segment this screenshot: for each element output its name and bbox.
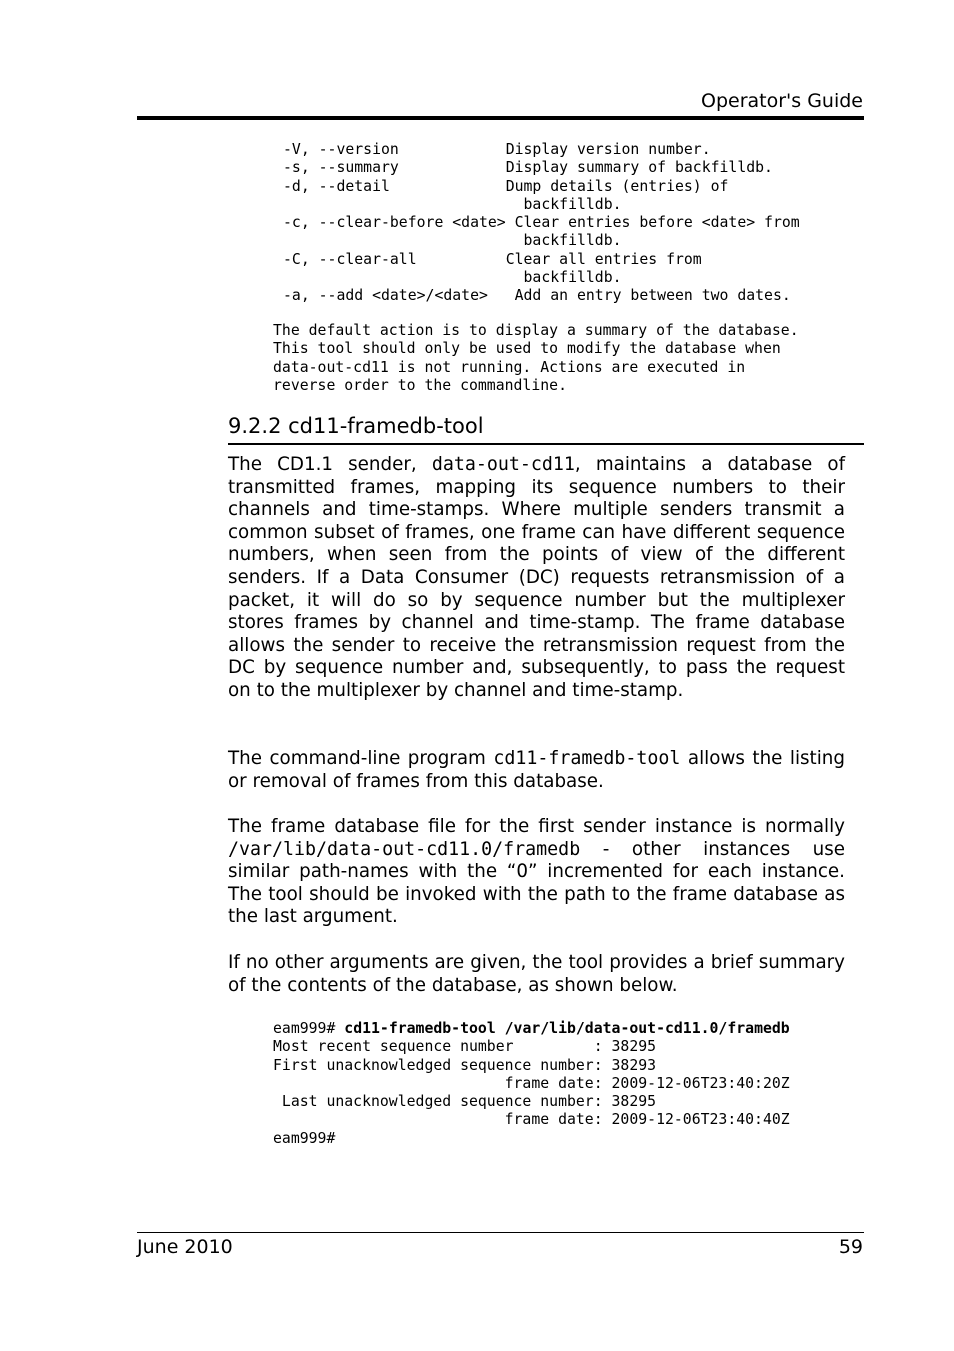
terminal-prompt: eam999#	[273, 1020, 345, 1037]
text-run: The frame database file for the first sender instance is normally	[228, 816, 845, 837]
terminal-example	[273, 1020, 790, 1148]
paragraph-database-file	[228, 816, 845, 929]
footer-rule	[137, 1232, 864, 1233]
page-number: 59	[838, 1236, 863, 1258]
paragraph-command-line-program	[228, 748, 845, 793]
paragraph-frame-database	[228, 454, 845, 703]
inline-code: /var/lib/data-out-cd11.0/framedb	[228, 838, 581, 860]
section-heading: 9.2.2 cd11-framedb-tool	[228, 414, 484, 438]
footer-date: June 2010	[137, 1236, 233, 1258]
text-run: allows the listing or removal of frames from this database.	[228, 748, 845, 792]
terminal-command: cd11-framedb-tool /var/lib/data-out-cd11.0/framedb	[344, 1020, 790, 1037]
terminal-output: Most recent sequence number : 38295 First unacknowledged sequence number: 38293 frame date: 2009-12-06T23:40:20Z Last unacknowledged sequence number: 38295 frame date: 2009-12-06T23:40:40Z eam999#	[273, 1038, 790, 1147]
inline-code: data-out-cd11	[431, 454, 575, 475]
page-header-title: Operator's Guide	[700, 90, 863, 112]
inline-code: cd11-framedb-tool	[493, 748, 681, 769]
section-rule	[228, 443, 864, 445]
text-run: The CD1.1 sender,	[228, 454, 432, 475]
header-rule	[137, 116, 864, 120]
options-list: -V, --version Display version number. -s, --summary Display summary of backfilldb. -d, --detail Dump details (entries) of backfilldb. -c, --clear-before <date> Clear entries before <date> from backfilldb. -C, --clear-all Clear all entries from backfilldb. -a, --add <date>/<date> Add an entry between two dates.	[283, 141, 800, 305]
default-action-note: The default action is to display a summary of the database. This tool should only be used to modify the database when data-out-cd11 is not running. Actions are executed in reverse order to the commandline.	[273, 322, 799, 394]
text-run: , maintains a database of transmitted frames, mapping its sequence numbers to their channels and time-stamps. Where multiple senders transmit a common subset of frames, one frame can have different sequence numbers, when seen from the points of view of the different senders. If a Data Consumer (DC) requests retransmission of a packet, it will do so by sequence number but the multiplexer stores frames by channel and time-stamp. The frame database allows the sender to receive the retransmission request from the DC by sequence number and, subsequently, to pass the request on to the multiplexer by channel and time-stamp.	[228, 454, 846, 701]
text-run: - other instances use similar path-names with the “0” incremented for each instance. The tool should be invoked with the path to the frame database as the last argument.	[228, 838, 845, 928]
paragraph-summary: If no other arguments are given, the tool provides a brief summary of the contents of the database, as shown below.	[228, 952, 845, 996]
text-run: The command-line program	[228, 748, 494, 769]
